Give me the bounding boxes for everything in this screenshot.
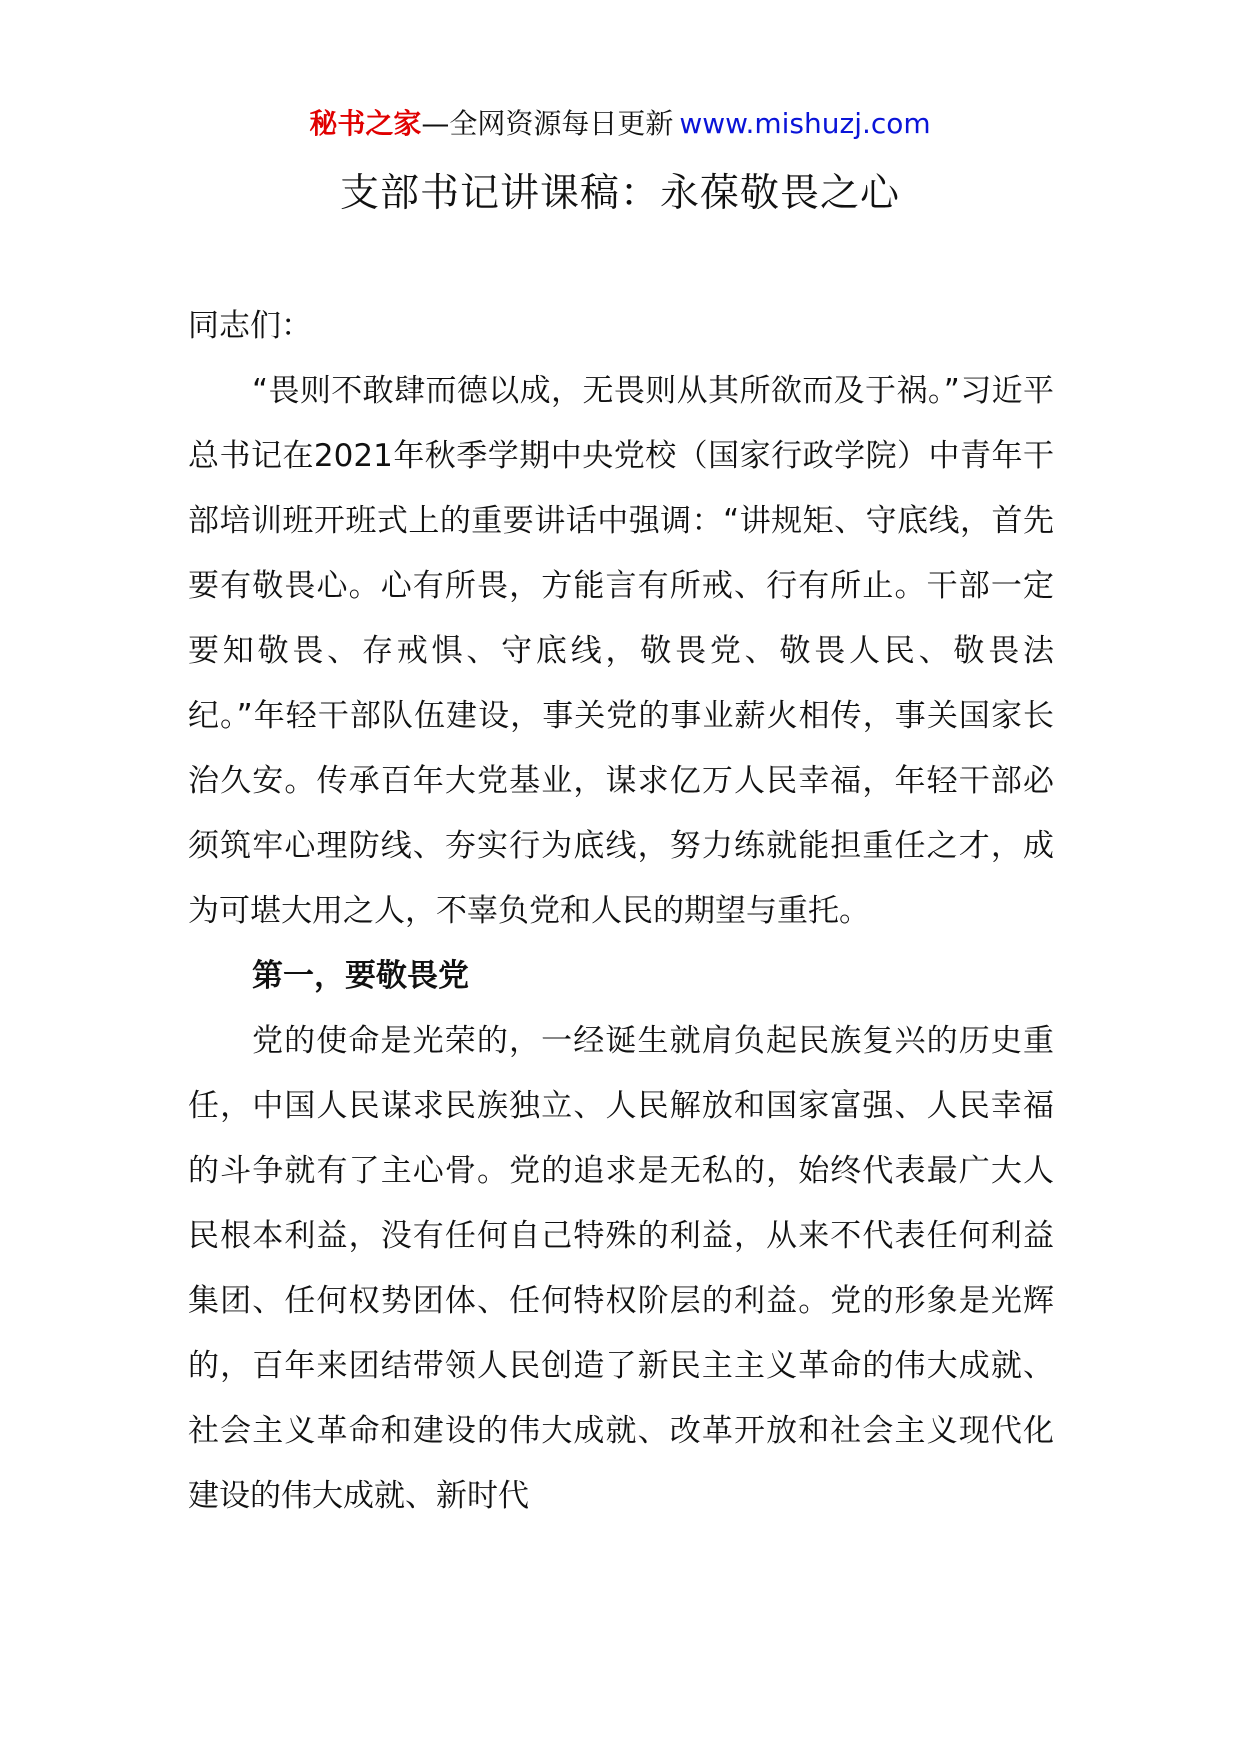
- salutation: 同志们：: [188, 308, 312, 344]
- document-title: 支部书记讲课稿：永葆敬畏之心: [339, 171, 900, 216]
- paragraph-intro: “畏则不敢肆而德以成，无畏则从其所欲而及于祸。”习近平总书记在2021年秋季学期中央党校（国家行政学院）中青年干部培训班开班式上的重要讲话中强调：“讲规矩、守底线，首先要有敬畏心。心有所畏，方能言有所戒、行有所止。干部一定要知敬畏、存戒惧、守底线，敬畏党、敬畏人民、敬畏法纪。”年轻干部队伍建设，事关党的事业薪火相传，事关国家长治久安。传承百年大党基业，谋求亿万人民幸福，年轻干部必须筑牢心理防线、夯实行为底线，努力练就能担重任之才，成为可堪大用之人，不辜负党和人民的期望与重托。: [188, 373, 1054, 929]
- document-body: [188, 294, 1054, 1529]
- site-url-link[interactable]: www.mishuzj.com: [679, 107, 931, 140]
- brand-name: 秘书之家: [309, 107, 422, 140]
- header-tagline: —全网资源每日更新: [421, 107, 674, 140]
- section-heading: 第一，要敬畏党: [252, 958, 469, 994]
- site-header: [0, 104, 1240, 144]
- paragraph-section-1: 党的使命是光荣的，一经诞生就肩负起民族复兴的历史重任，中国人民谋求民族独立、人民解放和国家富强、人民幸福的斗争就有了主心骨。党的追求是无私的，始终代表最广大人民根本利益，没有任何自己特殊的利益，从来不代表任何利益集团、任何权势团体、任何特权阶层的利益。党的形象是光辉的，百年来团结带领人民创造了新民主主义革命的伟大成就、社会主义革命和建设的伟大成就、改革开放和社会主义现代化建设的伟大成就、新时代: [188, 1023, 1054, 1514]
